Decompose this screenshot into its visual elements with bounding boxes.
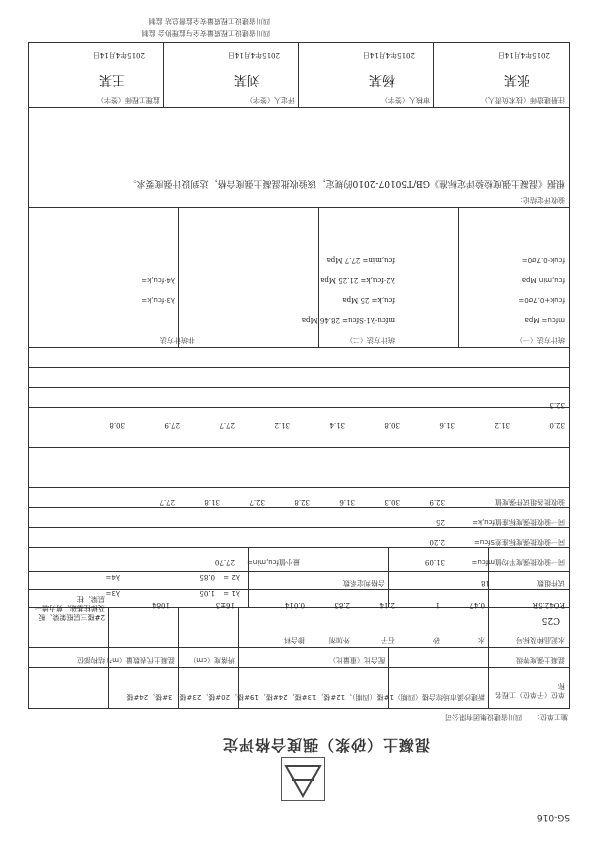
mean-label: 同一验收批强度平均值mfcu= — [471, 558, 565, 566]
footer-2: 四川省建设工程质量安全监督总站 监制 — [148, 17, 270, 25]
value-1-6: 31.8 — [204, 498, 220, 506]
sign-role-3: 评定人（签字） — [246, 96, 295, 104]
count-value: 18 — [481, 579, 490, 587]
sign-role-1: 注册建造师（技术负责人） — [481, 96, 565, 104]
logo — [281, 757, 325, 801]
method-left-3: fcu,min Mpa — [521, 276, 565, 284]
value-2-1: 32.0 — [549, 421, 565, 429]
mix-header-stone: 石子 — [381, 636, 395, 644]
min-value: 27.70 — [214, 558, 235, 566]
conclusion-text: 根据《混凝土强度检验评定标准》GB/T50107-2010的规定，该验收批混凝土强度合格，达到设计强度要求。 — [127, 178, 565, 188]
slump-header: 坍落度（cm） — [189, 656, 235, 664]
form-code: SG-016 — [536, 812, 570, 822]
sign-role-4: 监理工程师（签字） — [97, 96, 160, 104]
method-line-3: λ2·fcu,k= 21.25 Mpa — [320, 276, 395, 284]
mix-header-admixture: 掺合料 — [284, 636, 305, 644]
value-1-1: 32.9 — [429, 498, 445, 506]
method-left-2: fcuk+0.7σ0= — [518, 296, 565, 304]
part-value: 2#楼三层框架梁、板及梯柱基础、剪力墙一层梁、柱 — [35, 595, 105, 621]
value-2-9: 30.8 — [109, 421, 125, 429]
lambda1-label: λ1 = — [223, 589, 240, 597]
count-label: 试件组数 — [537, 579, 565, 587]
conclusion-label: 验收评定结论： — [516, 196, 565, 204]
sign-name-2: 杨某 — [368, 72, 395, 87]
mix-header-additive: 外加剂 — [329, 636, 350, 644]
value-1-3: 31.6 — [339, 498, 355, 506]
value-1-7: 27.7 — [159, 498, 175, 506]
method-line-6: λ4·fcu,k= — [141, 276, 175, 284]
sign-name-3: 刘某 — [233, 72, 260, 87]
page-title: 混凝土（砂浆）强度合格评定 — [221, 736, 430, 754]
mix-ratio-header: 配合比（重量比） — [329, 656, 385, 664]
project-value: 新建沙溪市场综合楼（四期）1#楼（四期）、12#楼，13#楼，24#楼，19#楼，20#楼，23#楼，3#楼，24#楼 — [126, 693, 485, 701]
footer-1: 四川省建设工程质量安全与监理协会 监制 — [141, 29, 270, 37]
grade-value: C25 — [541, 615, 560, 625]
volume-value: 1084 — [152, 601, 170, 609]
cement-value: P.O42.5R — [532, 601, 565, 609]
method-header-3: 非统计方法 — [160, 336, 195, 344]
values-label: 验收批各组试件强度值 — [495, 498, 565, 506]
sign-date-2: 2015年4月14日 — [362, 51, 415, 59]
std-label: 同一验收批强度标准差Sfcu= — [473, 538, 565, 546]
grade-header: 混凝土强度等级 — [516, 656, 565, 664]
ratio-sand: 2.14 — [379, 601, 395, 609]
design-label: 同一验收批强度标准值fcu,k= — [472, 518, 565, 526]
value-2-3: 31.6 — [439, 421, 455, 429]
mix-header-sand: 砂 — [433, 636, 440, 644]
value-3-1: 32.3 — [549, 401, 565, 409]
construction-unit-label: 施工单位： — [533, 713, 568, 721]
value-1-2: 30.3 — [384, 498, 400, 506]
method-line-4: fcu,min= 27.7 Mpa — [326, 256, 395, 264]
value-2-2: 31.2 — [494, 421, 510, 429]
method-line-5: λ3·fcu,k= — [141, 296, 175, 304]
method-line-1: mfcu-λ1·Sfcu= 28.46 Mpa — [301, 316, 395, 324]
lambda4-label: λ4= — [105, 573, 120, 581]
ratio-stone: 2.83 — [334, 601, 350, 609]
mean-value: 31.09 — [424, 558, 445, 566]
min-label: 最小值fcu,min= — [246, 558, 300, 566]
value-2-8: 27.9 — [164, 421, 180, 429]
std-value: 2.20 — [429, 538, 445, 546]
lambda2-label: λ2 = — [223, 573, 240, 581]
sign-date-3: 2015年4月14日 — [227, 51, 280, 59]
ratio-water: 0.47 — [469, 601, 485, 609]
value-2-7: 27.7 — [219, 421, 235, 429]
value-2-5: 31.4 — [329, 421, 345, 429]
lambda3-label: λ3= — [105, 589, 120, 597]
slump-value: 16±3 — [215, 601, 235, 609]
sign-name-1: 张某 — [503, 72, 530, 87]
value-2-4: 30.8 — [384, 421, 400, 429]
design-value: 25 — [436, 518, 445, 526]
sign-name-4: 王某 — [98, 72, 125, 87]
method-header-2: 统计方法（二） — [346, 336, 395, 344]
project-label: 单位（子单位）工程名称 — [495, 682, 565, 699]
value-2-6: 31.2 — [274, 421, 290, 429]
method-left-1: mfcu= Mpa — [524, 316, 565, 324]
mix-header-water: 水 — [478, 636, 485, 644]
sign-date-4: 2015年4月14日 — [92, 51, 145, 59]
lambda2-value: 0.85 — [199, 573, 215, 581]
volume-header: 混凝土代表数量（m³） — [102, 656, 175, 664]
mix-header-cement: 水泥品种及标号 — [516, 636, 565, 644]
method-line-2: fcu,k= 25 Mpa — [342, 296, 395, 304]
construction-unit: 四川省建设集团有限公司 — [445, 713, 522, 721]
coef-label: 合格判定系数 — [343, 579, 385, 587]
lambda1-value: 1.05 — [199, 589, 215, 597]
ratio-cement: 1 — [435, 601, 440, 609]
sign-role-2: 审核人（签字） — [381, 96, 430, 104]
value-1-5: 32.7 — [249, 498, 265, 506]
part-header: 结构部位 — [77, 656, 105, 664]
sign-date-1: 2015年4月14日 — [497, 51, 550, 59]
method-left-4: fcuk-0.7σ0= — [521, 256, 565, 264]
ratio-additive: 0.014 — [284, 601, 305, 609]
method-header-1: 统计方法（一） — [516, 336, 565, 344]
value-1-4: 32.8 — [294, 498, 310, 506]
